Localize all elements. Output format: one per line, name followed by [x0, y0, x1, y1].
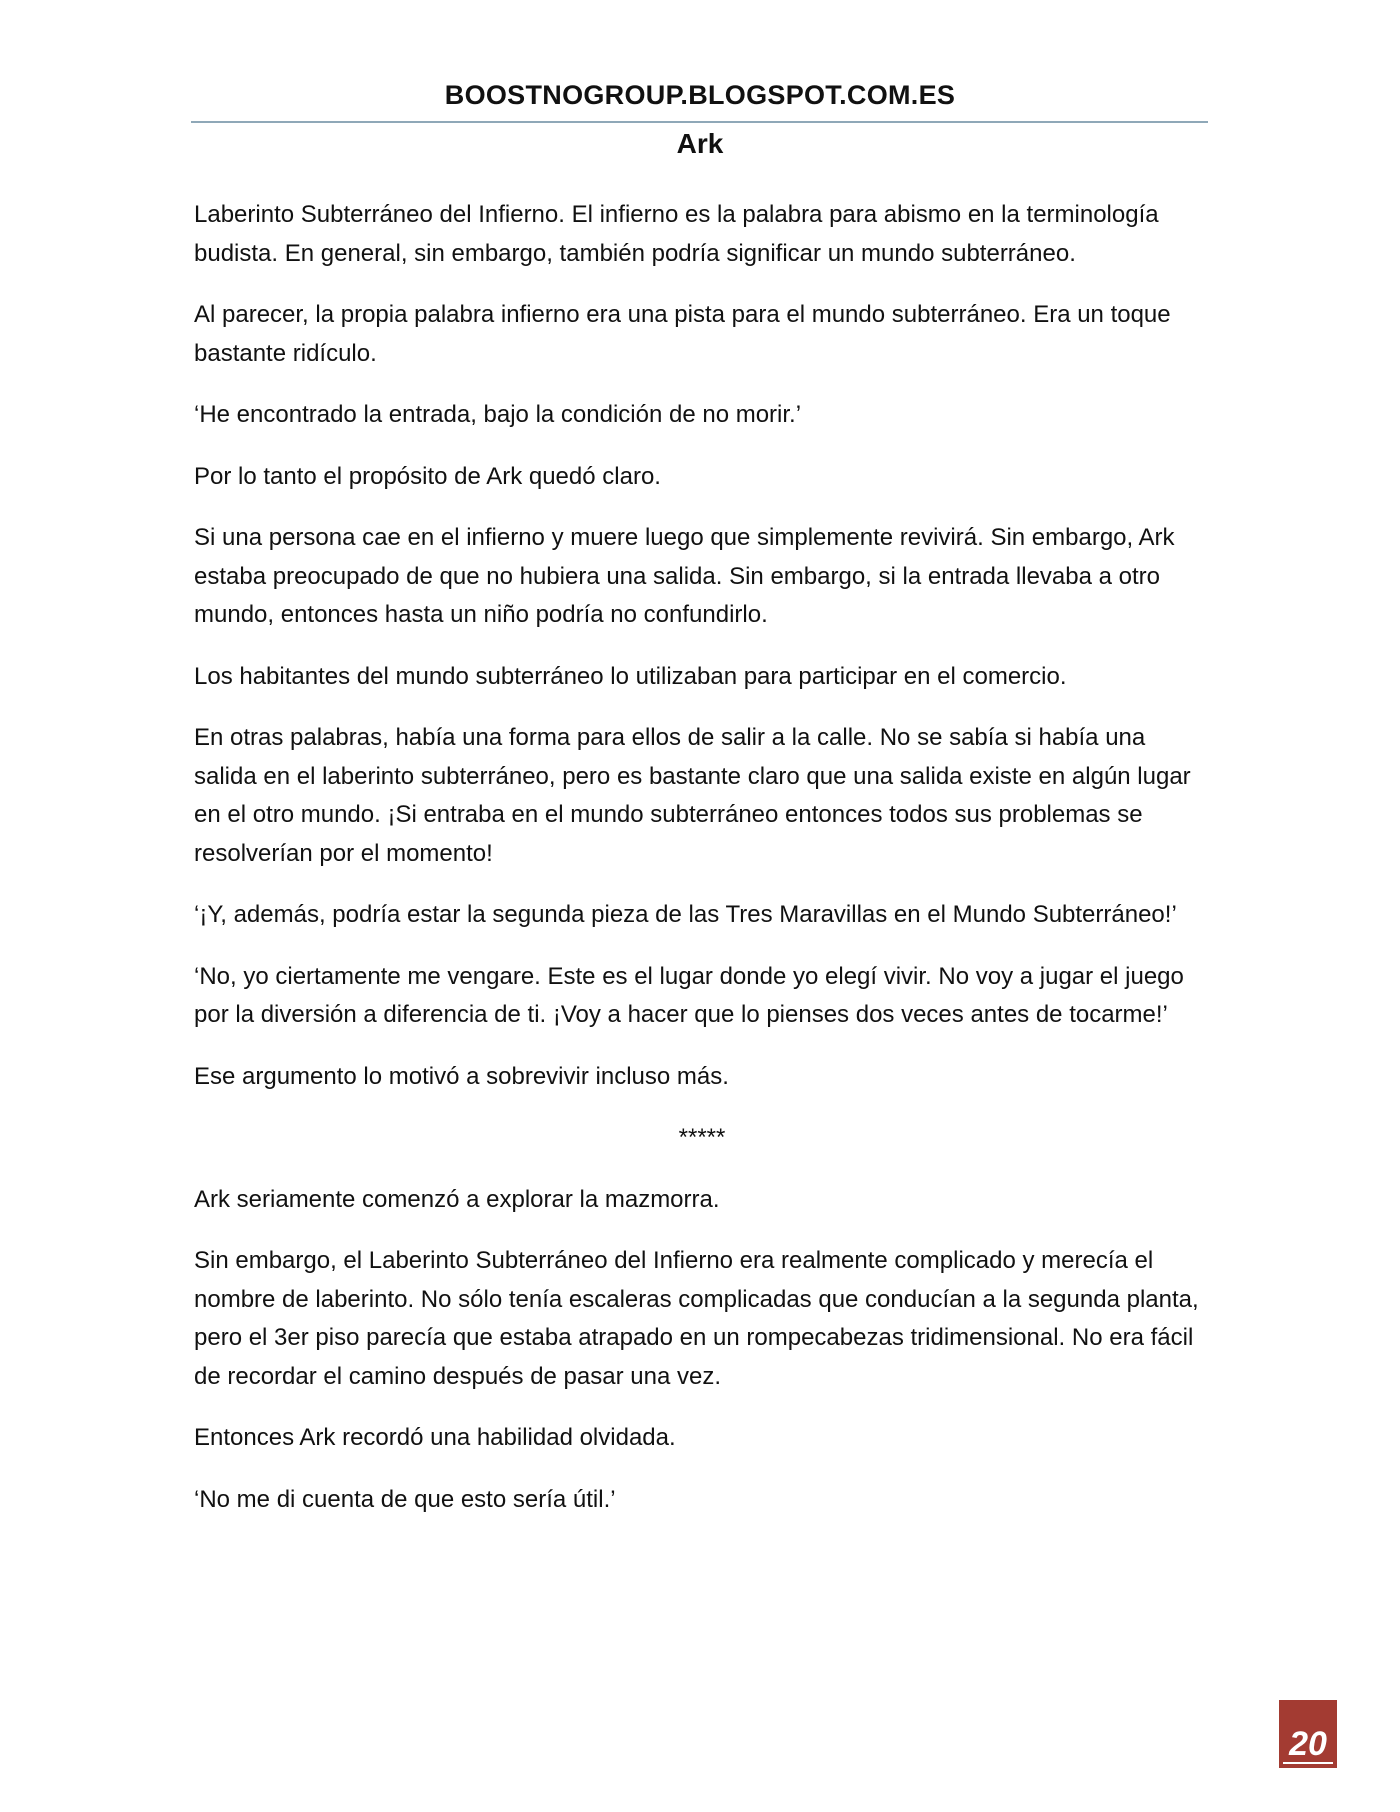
chapter-title: Ark: [676, 128, 724, 159]
paragraph: ‘¡Y, además, podría estar la segunda pieza de las Tres Maravillas en el Mundo Subterráneo!’: [194, 901, 1177, 928]
paragraph: Sin embargo, el Laberinto Subterráneo del Infierno era realmente complicado y merecía el nombre de laberinto. No sólo tenía escaleras complicadas que conducían a la segunda planta, pero el 3er piso parecía que estaba atrapado en un rompecabezas tridimensional. No era fácil de recordar el camino después de pasar una vez.: [194, 1247, 1199, 1390]
paragraph: ‘No, yo ciertamente me vengare. Este es el lugar donde yo elegí vivir. No voy a jugar el juego por la diversión a diferencia de ti. ¡Voy a hacer que lo pienses dos veces antes de tocarme!’: [194, 962, 1184, 1028]
paragraph: ‘No me di cuenta de que esto sería útil.’: [194, 1485, 616, 1513]
paragraph: ‘He encontrado la entrada, bajo la condición de no morir.’: [194, 401, 802, 428]
paragraph: Al parecer, la propia palabra infierno era una pista para el mundo subterráneo. Era un toque bastante ridículo.: [194, 301, 1171, 367]
header-divider: [191, 121, 1208, 123]
page-number-underline: [1283, 1762, 1333, 1764]
page-number-badge: [1279, 1700, 1337, 1768]
scene-separator: *****: [678, 1124, 726, 1151]
paragraph: Ark seriamente comenzó a explorar la mazmorra.: [194, 1185, 720, 1213]
paragraph: Los habitantes del mundo subterráneo lo utilizaban para participar en el comercio.: [194, 662, 1067, 690]
site-header: BOOSTNOGROUP.BLOGSPOT.COM.ES: [444, 80, 956, 110]
paragraph: Por lo tanto el propósito de Ark quedó claro.: [194, 462, 661, 490]
paragraph: Entonces Ark recordó una habilidad olvidada.: [194, 1424, 676, 1451]
paragraph: En otras palabras, había una forma para ellos de salir a la calle. No se sabía si había una salida en el laberinto subterráneo, pero es bastante claro que una salida existe en algún lugar en el otro mundo. ¡Si entraba en el mundo subterráneo entonces todos sus problemas se resolverían por el momento!: [194, 724, 1191, 867]
paragraph: Laberinto Subterráneo del Infierno. El infierno es la palabra para abismo en la terminología budista. En general, sin embargo, también podría significar un mundo subterráneo.: [194, 201, 1159, 267]
document-body: [194, 196, 1210, 1542]
page-number: 20: [1289, 1725, 1327, 1763]
paragraph: Si una persona cae en el infierno y muere luego que simplemente revivirá. Sin embargo, Ark estaba preocupado de que no hubiera una salida. Sin embargo, si la entrada llevaba a otro mundo, entonces hasta un niño podría no confundirlo.: [194, 524, 1175, 628]
paragraph: Ese argumento lo motivó a sobrevivir incluso más.: [194, 1062, 729, 1090]
